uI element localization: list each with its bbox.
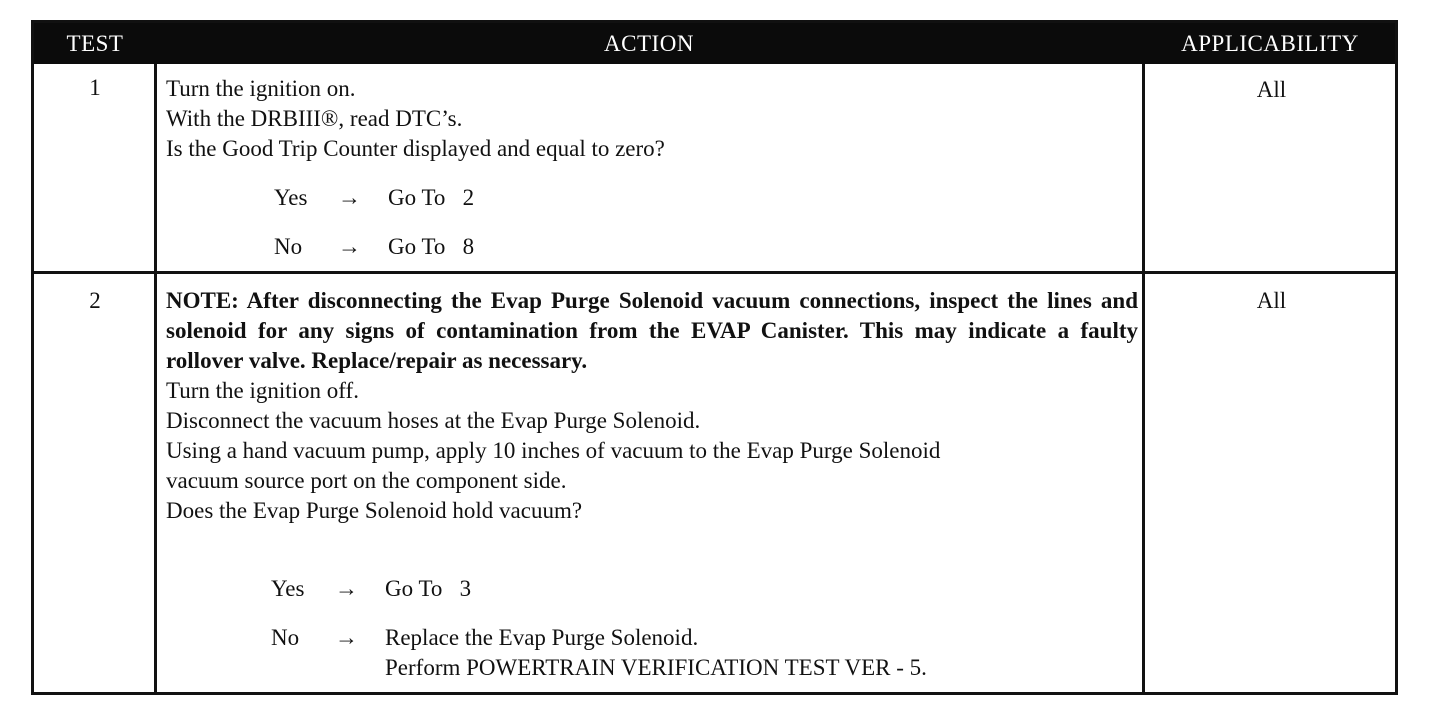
- row-divider: [34, 271, 1395, 274]
- header-test: TEST: [66, 31, 124, 56]
- action-line: Turn the ignition on.: [166, 76, 356, 101]
- arrow-icon: →: [338, 234, 361, 259]
- action-line: With the DRBIII®, read DTC’s.: [166, 106, 463, 131]
- column-divider: [1142, 64, 1145, 692]
- arrow-icon: →: [338, 185, 361, 210]
- action-text: [166, 286, 1138, 526]
- action-line: Does the Evap Purge Solenoid hold vacuum?: [166, 498, 583, 523]
- branch-result: Go To 2: [388, 185, 475, 210]
- header-applicability: APPLICABILITY: [1181, 31, 1359, 56]
- branch-answer: No: [271, 625, 300, 650]
- action-line: Disconnect the vacuum hoses at the Evap Purge Solenoid.: [166, 408, 701, 433]
- branch-result-detail: Perform POWERTRAIN VERIFICATION TEST VER - 5.: [385, 655, 927, 680]
- applicability-value: All: [1256, 288, 1287, 313]
- branch-answer: No: [274, 234, 303, 259]
- column-divider: [154, 64, 157, 692]
- header-action: ACTION: [604, 31, 694, 56]
- branch-answer: Yes: [271, 576, 305, 601]
- arrow-icon: →: [335, 576, 358, 601]
- branch-answer: Yes: [274, 185, 308, 210]
- action-text: [166, 74, 665, 164]
- action-line: Is the Good Trip Counter displayed and equal to zero?: [166, 136, 665, 161]
- test-number: 2: [89, 288, 101, 313]
- action-line: Using a hand vacuum pump, apply 10 inches of vacuum to the Evap Purge Solenoid: [166, 438, 941, 463]
- branch-result: Go To 8: [388, 234, 475, 259]
- table-header: [34, 23, 1395, 64]
- action-line: vacuum source port on the component side.: [166, 468, 567, 493]
- arrow-icon: →: [335, 625, 358, 650]
- branch-result: Go To 3: [385, 576, 472, 601]
- test-number: 1: [89, 75, 101, 100]
- applicability-value: All: [1256, 77, 1287, 102]
- action-line: Turn the ignition off.: [166, 378, 359, 403]
- note-text: NOTE: After disconnecting the Evap Purge Solenoid vacuum connections, inspect the lines and solenoid for any signs of contamination from the EVAP Canister. This may indicate a faulty rollover valve. Replace/repair as necessary.: [166, 288, 1138, 373]
- diagnostic-test-table: [31, 20, 1398, 695]
- branch-result: Replace the Evap Purge Solenoid.: [385, 625, 699, 650]
